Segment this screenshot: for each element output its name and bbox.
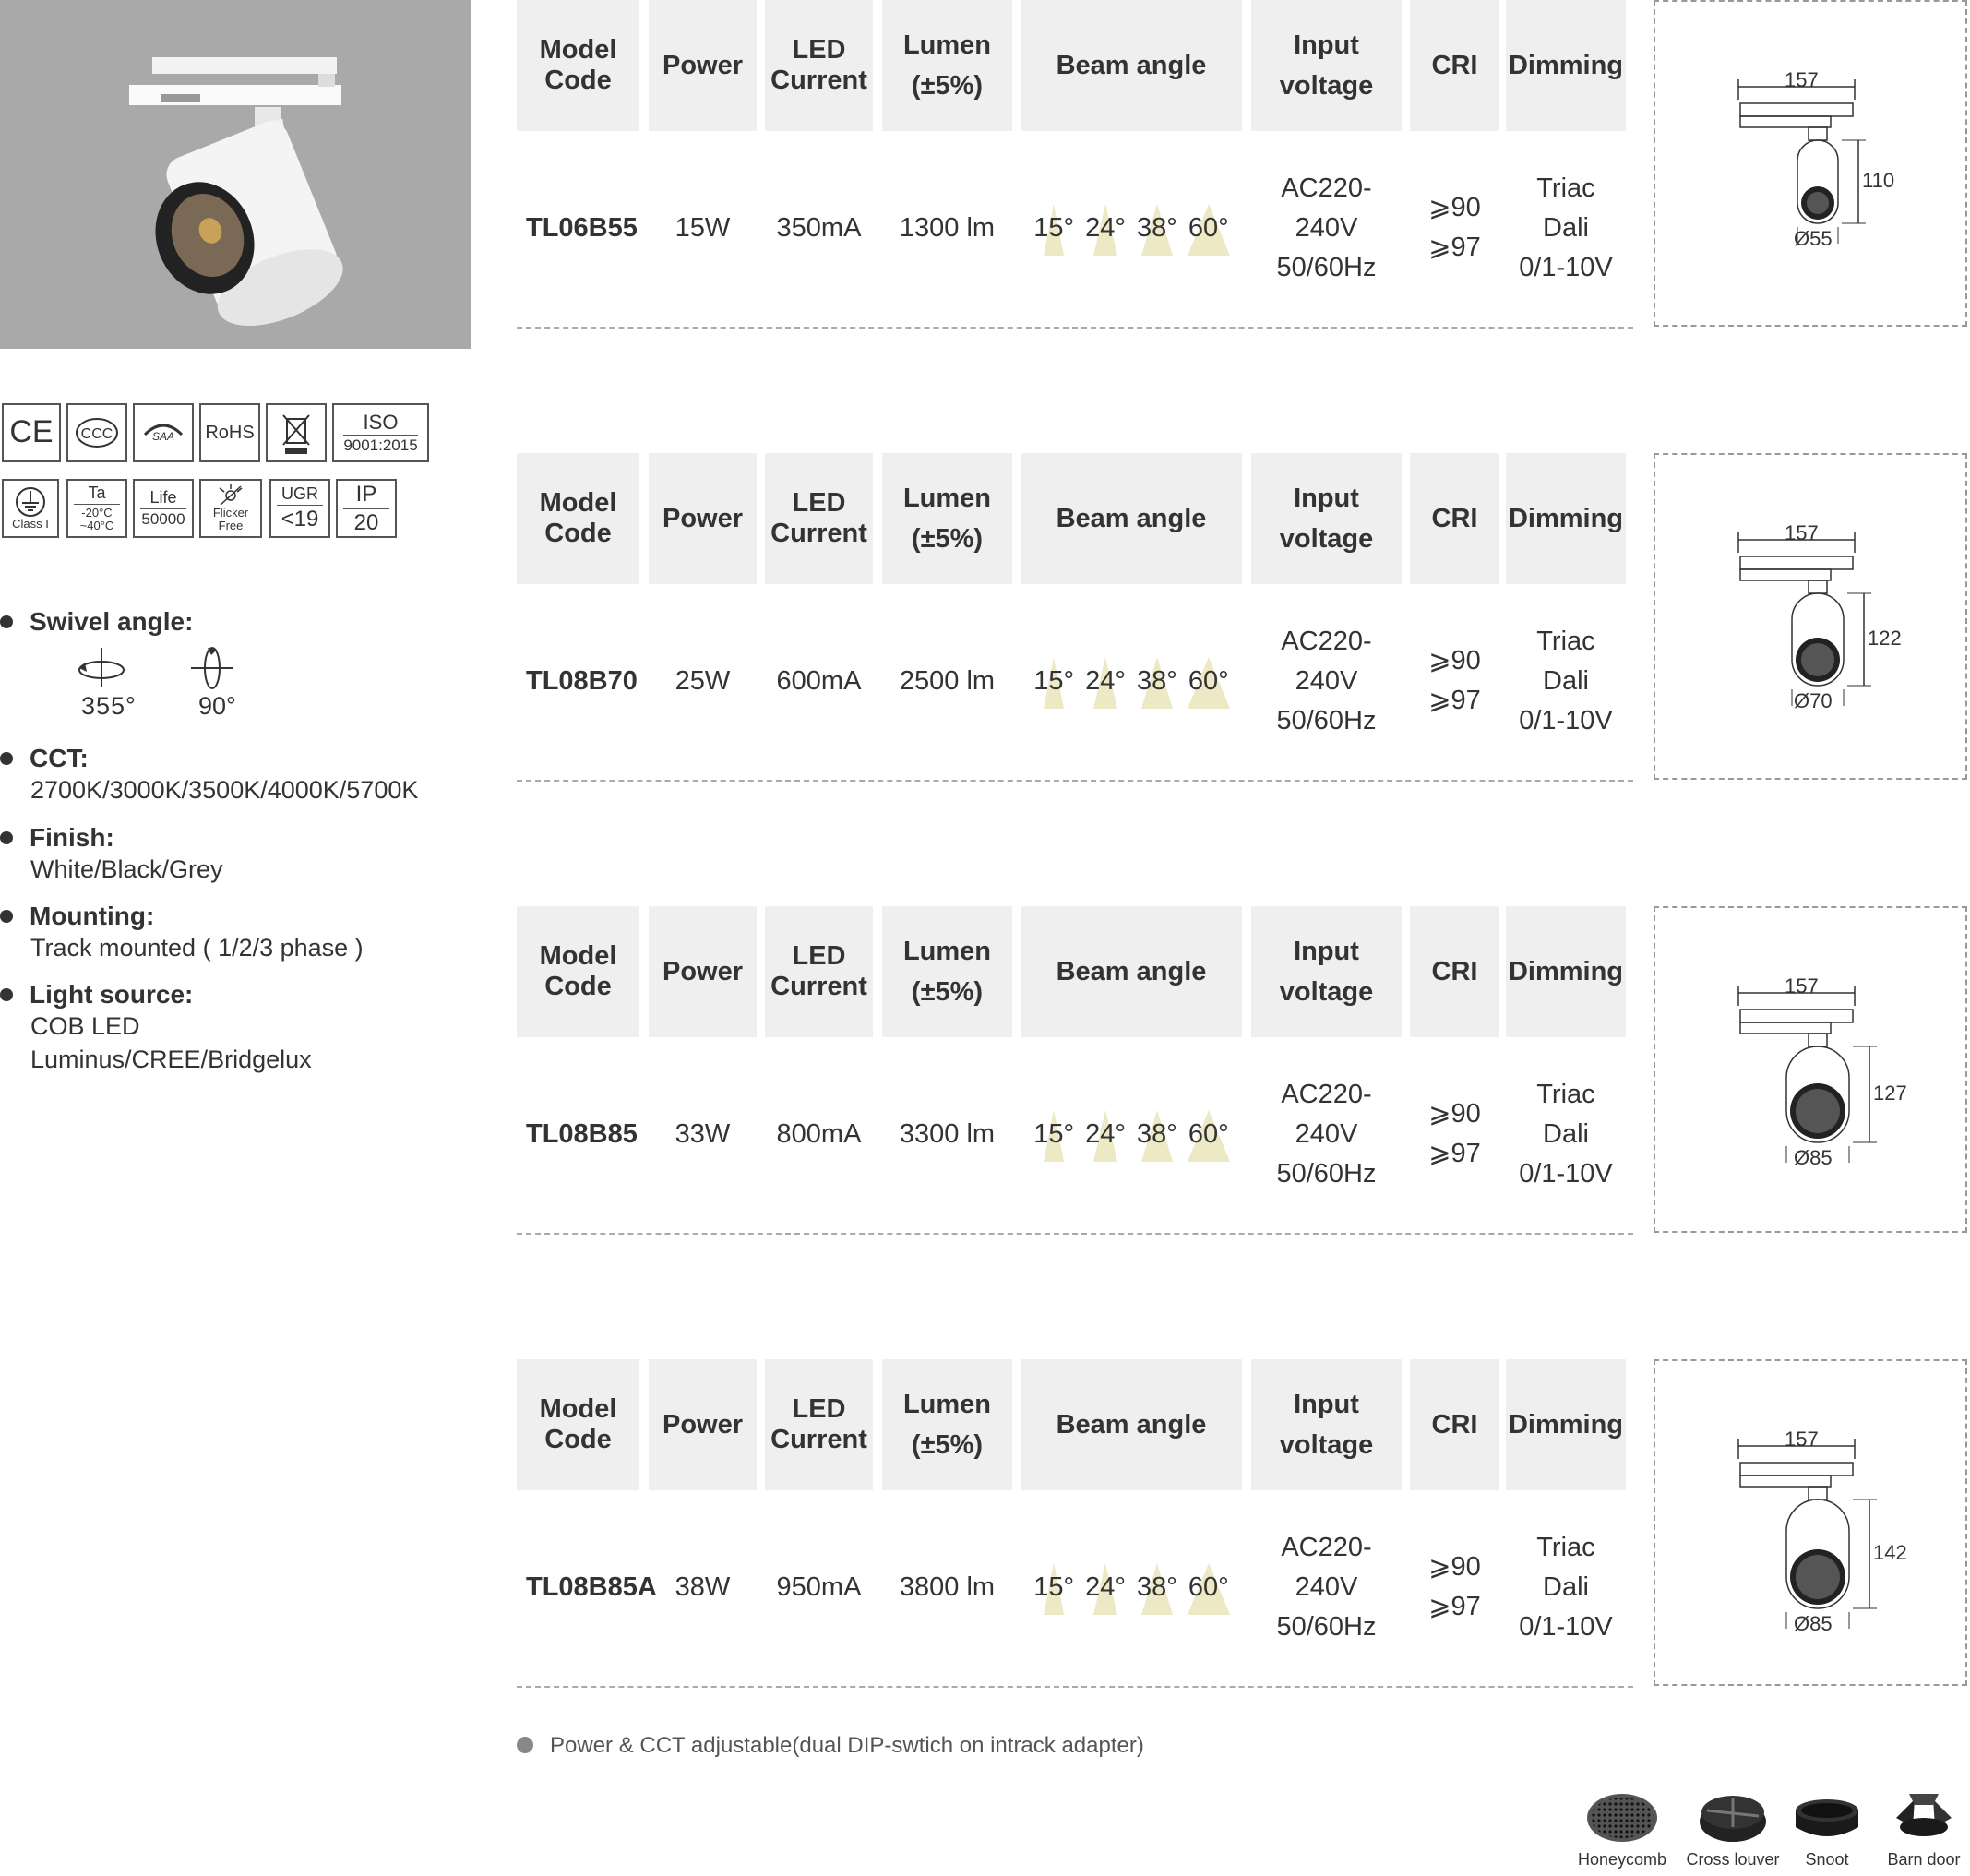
cell-lumen: 3300 lm <box>899 1118 996 1149</box>
cell-beam <box>1021 1490 1242 1684</box>
dim-height: 142 <box>1873 1541 1907 1564</box>
beam-angle-2: 38° <box>1135 1568 1179 1607</box>
beam-angle-0: 15° <box>1032 662 1076 701</box>
header-cri: CRI <box>1410 1359 1499 1490</box>
ccc-logo-icon <box>75 417 119 448</box>
beam-angle-2: 38° <box>1135 1115 1179 1154</box>
ground-icon <box>15 486 46 518</box>
header-dim: Dimming <box>1506 1359 1626 1490</box>
beam-angles <box>1032 1568 1230 1607</box>
cell-cri: ⩾90 ⩾97 <box>1428 1552 1481 1621</box>
cell-dim: Triac Dali 0/1-10V <box>1519 173 1613 282</box>
accessory-honeycomb: Honeycomb <box>1570 1790 1674 1870</box>
spec-table <box>517 453 1633 782</box>
cell-dim: Triac Dali 0/1-10V <box>1519 1532 1613 1642</box>
flicker-icon <box>217 484 245 507</box>
dim-height: 122 <box>1868 627 1902 650</box>
beam-angle-2: 38° <box>1135 209 1179 248</box>
table-divider <box>517 1233 1633 1235</box>
table-divider <box>517 327 1633 329</box>
cell-power: 25W <box>675 665 731 696</box>
cell-led: 800mA <box>776 1118 862 1149</box>
header-power: Power <box>649 906 757 1037</box>
header-led: LED Current <box>765 906 873 1037</box>
header-lumen: Lumen (±5%) <box>882 906 1012 1037</box>
cell-model: TL08B85A <box>526 1571 657 1602</box>
ccc-badge <box>66 403 127 462</box>
life-badge: Life 50000 <box>133 479 194 538</box>
weee-bin-icon <box>278 410 315 456</box>
dimension-drawing <box>1654 906 1967 1233</box>
header-input: Input voltage <box>1251 453 1402 584</box>
header-model: Model Code <box>517 0 639 131</box>
header-lumen: Lumen (±5%) <box>882 1359 1012 1490</box>
cell-cri: ⩾90 ⩾97 <box>1428 646 1481 715</box>
cell-cri: ⩾90 ⩾97 <box>1428 1099 1481 1168</box>
ta-badge: Ta -20°C ~40°C <box>66 479 127 538</box>
svg-text:SAA: SAA <box>151 430 175 443</box>
cell-power: 38W <box>675 1571 731 1602</box>
table-divider <box>517 1686 1633 1688</box>
header-dim: Dimming <box>1506 0 1626 131</box>
flicker-free-badge: Flicker Free <box>199 479 262 538</box>
beam-angle-1: 24° <box>1083 209 1128 248</box>
spec-cct: CCT: 2700K/3000K/3500K/4000K/5700K <box>0 744 418 807</box>
cell-dim: Triac Dali 0/1-10V <box>1519 1079 1613 1189</box>
saa-logo-icon <box>139 416 187 449</box>
dim-diameter: Ø85 <box>1794 1146 1833 1169</box>
header-led: LED Current <box>765 1359 873 1490</box>
header-power: Power <box>649 0 757 131</box>
header-cri: CRI <box>1410 906 1499 1037</box>
saa-badge <box>133 403 194 462</box>
dim-width: 157 <box>1785 974 1819 998</box>
cell-cri: ⩾90 ⩾97 <box>1428 193 1481 262</box>
dimension-outline <box>1655 2 1965 325</box>
beam-angles <box>1032 662 1230 701</box>
header-cri: CRI <box>1410 453 1499 584</box>
ce-badge: CE <box>2 403 61 462</box>
beam-angle-1: 24° <box>1083 1115 1128 1154</box>
header-model: Model Code <box>517 1359 639 1490</box>
dim-width: 157 <box>1785 1428 1819 1451</box>
header-dim: Dimming <box>1506 453 1626 584</box>
track-light-illustration <box>0 0 471 349</box>
product-photo <box>0 0 471 349</box>
beam-angles <box>1032 209 1230 248</box>
horizontal-rotate-icon <box>74 646 129 688</box>
beam-angle-3: 60° <box>1187 1568 1231 1607</box>
barn-door-icon <box>1887 1790 1961 1846</box>
beam-angle-0: 15° <box>1032 1568 1076 1607</box>
beam-angle-1: 24° <box>1083 662 1128 701</box>
dim-height: 110 <box>1862 169 1895 192</box>
cell-led: 350mA <box>776 212 862 243</box>
cell-input: AC220-240V 50/60Hz <box>1276 173 1377 282</box>
dimension-outline <box>1655 455 1965 778</box>
header-input: Input voltage <box>1251 1359 1402 1490</box>
cell-input: AC220-240V 50/60Hz <box>1276 1532 1377 1642</box>
header-input: Input voltage <box>1251 0 1402 131</box>
header-beam: Beam angle <box>1021 906 1242 1037</box>
cell-dim: Triac Dali 0/1-10V <box>1519 626 1613 735</box>
swivel-horizontal-value: 355° <box>81 692 137 720</box>
beam-angles <box>1032 1115 1230 1154</box>
beam-angle-2: 38° <box>1135 662 1179 701</box>
beam-angle-3: 60° <box>1187 209 1231 248</box>
cell-model: TL08B85 <box>526 1118 638 1149</box>
header-dim: Dimming <box>1506 906 1626 1037</box>
snoot-icon <box>1790 1790 1864 1846</box>
beam-angle-1: 24° <box>1083 1568 1128 1607</box>
cell-led: 600mA <box>776 665 862 696</box>
cell-beam <box>1021 131 1242 325</box>
header-power: Power <box>649 1359 757 1490</box>
honeycomb-icon <box>1585 1790 1659 1846</box>
header-input: Input voltage <box>1251 906 1402 1037</box>
class-badge: Class I <box>2 479 59 538</box>
rohs-badge: RoHS <box>199 403 260 462</box>
table-divider <box>517 780 1633 782</box>
beam-angle-3: 60° <box>1187 662 1231 701</box>
spec-table <box>517 906 1633 1235</box>
cell-lumen: 1300 lm <box>899 212 996 243</box>
header-led: LED Current <box>765 453 873 584</box>
swivel-vertical-value: 90° <box>198 692 236 720</box>
spec-table <box>517 1359 1633 1688</box>
header-cri: CRI <box>1410 0 1499 131</box>
ip-badge: IP 20 <box>336 479 397 538</box>
dim-diameter: Ø85 <box>1794 1612 1833 1635</box>
dimension-drawing <box>1654 453 1967 780</box>
beam-angle-0: 15° <box>1032 209 1076 248</box>
dimension-outline <box>1655 908 1965 1231</box>
header-beam: Beam angle <box>1021 453 1242 584</box>
cell-model: TL06B55 <box>526 212 638 243</box>
cell-lumen: 2500 lm <box>899 665 996 696</box>
spec-swivel: Swivel angle: <box>0 607 193 637</box>
cell-power: 33W <box>675 1118 731 1149</box>
header-lumen: Lumen (±5%) <box>882 453 1012 584</box>
dim-width: 157 <box>1785 521 1819 544</box>
header-beam: Beam angle <box>1021 1359 1242 1490</box>
dim-diameter: Ø70 <box>1794 689 1833 712</box>
header-beam: Beam angle <box>1021 0 1242 131</box>
header-model: Model Code <box>517 453 639 584</box>
cell-beam <box>1021 1037 1242 1231</box>
beam-angle-0: 15° <box>1032 1115 1076 1154</box>
iso-badge: ISO 9001:2015 <box>332 403 429 462</box>
cell-beam <box>1021 584 1242 778</box>
weee-badge <box>266 403 327 462</box>
header-lumen: Lumen (±5%) <box>882 0 1012 131</box>
spec-light-source: Light source: COB LED Luminus/CREE/Bridgelux <box>0 980 312 1076</box>
header-led: LED Current <box>765 0 873 131</box>
cross-louver-icon <box>1696 1790 1770 1846</box>
dimension-drawing <box>1654 0 1967 327</box>
spec-finish: Finish: White/Black/Grey <box>0 823 223 886</box>
accessory-barn-door: Barn door <box>1878 1790 1970 1870</box>
beam-angle-3: 60° <box>1187 1115 1231 1154</box>
header-power: Power <box>649 453 757 584</box>
cell-input: AC220-240V 50/60Hz <box>1276 1079 1377 1189</box>
cell-input: AC220-240V 50/60Hz <box>1276 626 1377 735</box>
dim-width: 157 <box>1785 68 1819 91</box>
cell-lumen: 3800 lm <box>899 1571 996 1602</box>
footnote: Power & CCT adjustable(dual DIP-swtich on intrack adapter) <box>517 1733 1144 1759</box>
cell-model: TL08B70 <box>526 665 638 696</box>
svg-text:CCC: CCC <box>80 426 113 442</box>
accessory-cross-louver: Cross louver <box>1681 1790 1785 1870</box>
accessory-snoot: Snoot <box>1781 1790 1873 1870</box>
cell-led: 950mA <box>776 1571 862 1602</box>
spec-table <box>517 0 1633 329</box>
cell-power: 15W <box>675 212 731 243</box>
ugr-badge: UGR <19 <box>269 479 330 538</box>
dim-diameter: Ø55 <box>1794 227 1833 250</box>
spec-mounting: Mounting: Track mounted ( 1/2/3 phase ) <box>0 902 364 964</box>
vertical-tilt-icon <box>189 646 235 692</box>
header-model: Model Code <box>517 906 639 1037</box>
dim-height: 127 <box>1873 1081 1907 1105</box>
dimension-drawing <box>1654 1359 1967 1686</box>
